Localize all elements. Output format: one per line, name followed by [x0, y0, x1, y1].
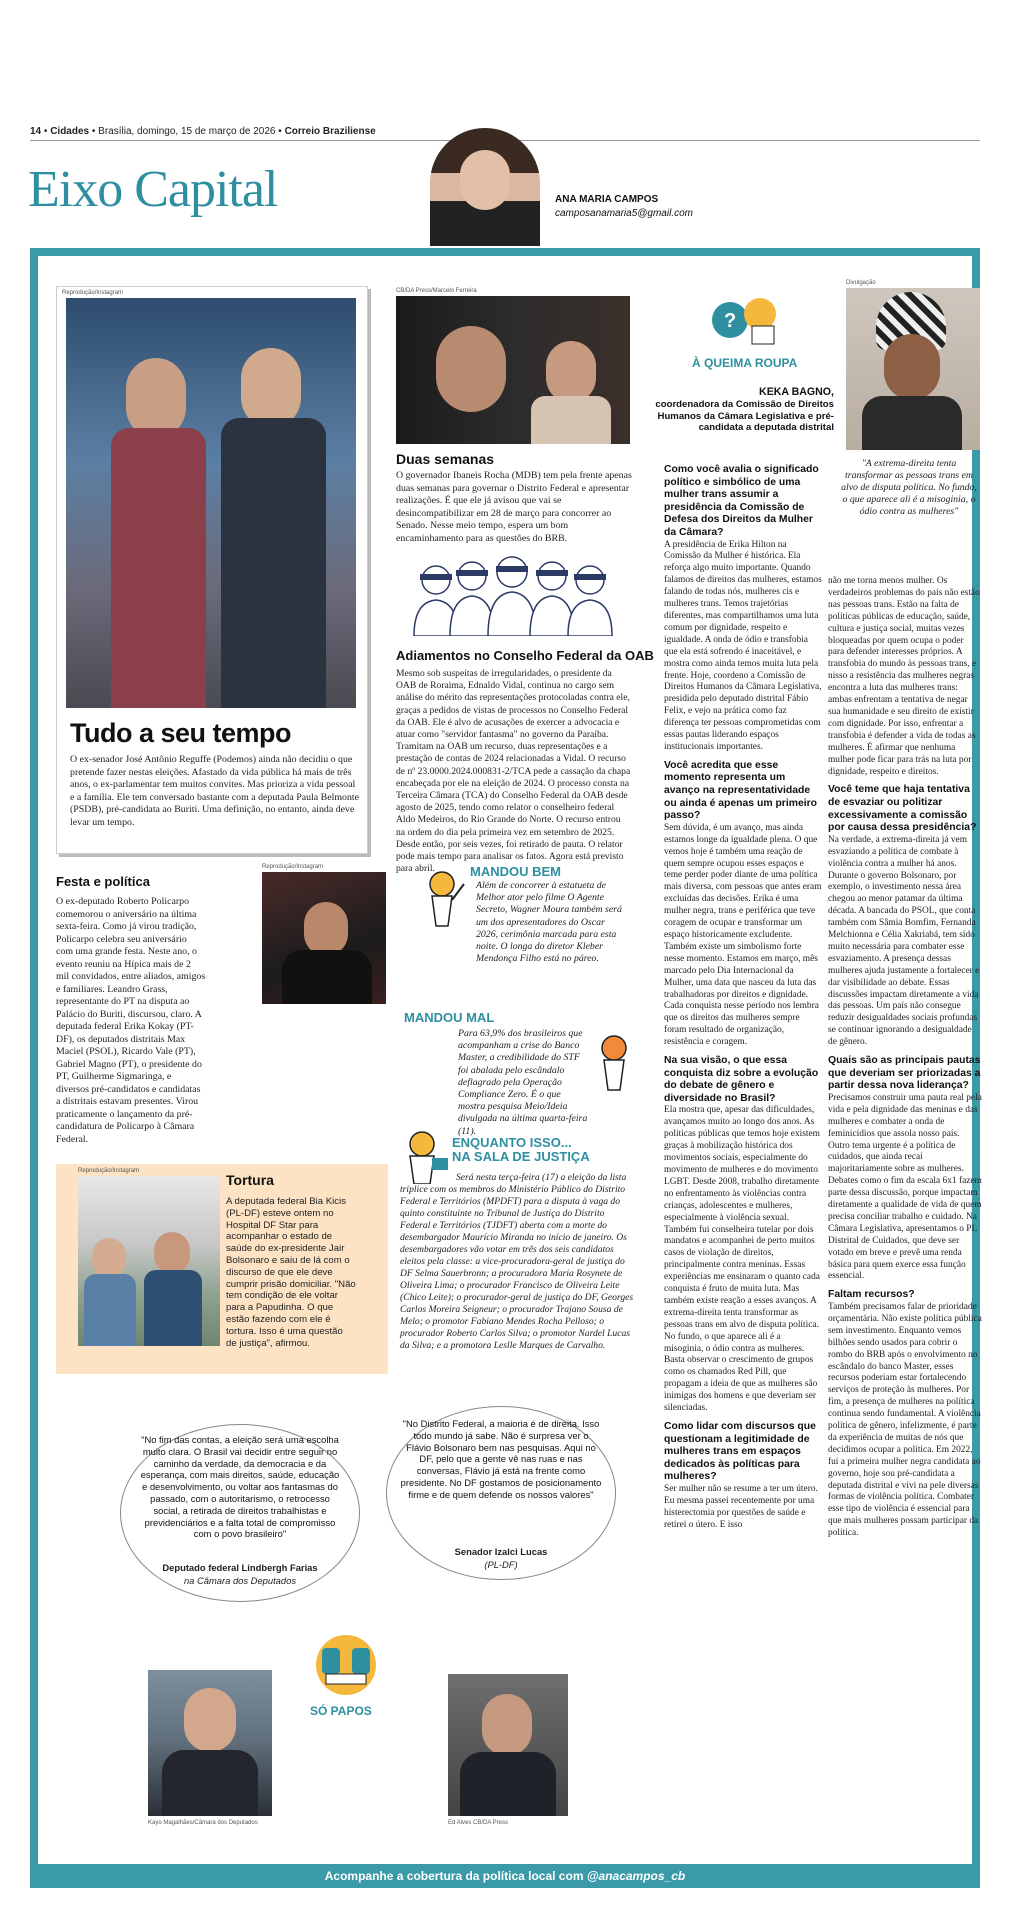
tortura-body: A deputada federal Bia Kicis (PL-DF) esteve ontem no Hospital DF Star para acompanhar o estado de saúde do ex-presidente Jair Bolsonaro e saiu de lá com o discurso de que ele deve cumprir prisão domiciliar. "Não tem condição de ele voltar para a Papudinha. O que estão fazendo com ele é tortura. Isso é uma questão de justiça", afirmou. — [226, 1196, 356, 1349]
photo-credit: Divulgação — [846, 280, 876, 286]
page-number: 14 — [30, 126, 42, 137]
tudo-title: Tudo a seu tempo — [70, 718, 292, 748]
mandou-mal-label: MANDOU MAL — [404, 1010, 495, 1025]
photo-credit: Kayo Magalhães/Câmara dos Deputados — [148, 1820, 258, 1826]
interview-col-1 — [664, 464, 822, 1532]
page-header: 14 • Cidades • Brasília, domingo, 15 de março de 2026 • Correio Braziliense — [30, 126, 376, 137]
oab-illustration — [410, 554, 616, 636]
adiamentos-body: Mesmo sob suspeitas de irregularidades, o presidente da OAB de Roraima, Ednaldo Vidal, continua no cargo sem análise do mérito das representações protocoladas contra ele, graças a pedidos de vistas de processos no Conselho Federal da OAB. Ele é alvo de acusações de exercer a advocacia e atuar como "servidor fantasma" no governo da Paraíba. Tramitam na OAB um recurso, duas representações e a prestação de contas de 2024 relacionadas a Vidal. O recurso de nº 23.0000.2024.000831-2/TCA pede a cassação da chapa encabeçada por ele na eleição de 2024. O processo consta na Terceira Câmara (TCA) do Conselho Federal da OAB desde agosto de 2025, tendo como relator o conselheiro federal Aldo Medeiros, do Rio Grande do Norte. O recurso entrou na ordem do dia pela primeira vez em setembro de 2025. Desde então, por seis vezes, foi retirado de pauta. O relator pode mais tempo para analisar os fatos. Agora está previsto para abril. — [396, 668, 631, 875]
so-papos-left-author-sub: na Câmara dos Deputados — [183, 1575, 297, 1586]
thumbs-down-icon — [594, 1034, 636, 1092]
duas-body: O governador Ibaneis Rocha (MDB) tem pela frente apenas duas semanas para governar o Distrito Federal e apresentar realizações. É que ele já avisou que vai se desincompatibilizar em 28 de março para concorrer ao Senado. Nesse meio tempo, espera um bom encaminhamento para as questões do BRB. — [396, 470, 632, 544]
answer: Precisamos construir uma pauta real pela vida e pela dignidade das meninas e das mulheres e combater a onda de feminicídios que assola nosso país. Outro tema urgente é a política de cuidados, que ainda recai majoritariamente sobre as mulheres. Debates como o fim da escala 6x1 fazem parte dessa discussão, porque impactam diretamente a qualidade de vida de quem precisa conciliar trabalho e cuidado. Na Câmara Legislativa, apresentamos o PL Distrital de Cuidados, que deve ser votado em breve e prevê uma renda básica para quem exerce essa função essencial. — [828, 1092, 982, 1282]
footer-text: Acompanhe a cobertura da política local com — [324, 1869, 587, 1883]
question: Você acredita que esse momento representa um avanço na representatividade ou ainda é apenas um primeiro passo? — [664, 759, 818, 822]
so-papos-left-quote: "No fim das contas, a eleição será uma escolha muito clara. O Brasil vai decidir entre seguir no caminho da verdade, da democracia e da esperança, com mais direitos, saúde, educação e desenvolvimento, ou voltar aos fantasmas do passado, com o autoritarismo, o retrocesso social, a retirada de direitos trabalhistas e previdenciários e a falta total de compromisso com o povo brasileiro" — [140, 1434, 340, 1540]
columnist-name: ANA MARIA CAMPOS — [555, 194, 659, 205]
duas-title: Duas semanas — [396, 451, 495, 467]
lindbergh-photo — [148, 1670, 272, 1816]
photo-credit: Reprodução/Instagram — [262, 864, 324, 870]
footer-bar — [30, 1864, 980, 1888]
thumbs-up-icon — [418, 870, 468, 928]
answer: Sem dúvida, é um avanço, mas ainda estamos longe da igualdade plena. O que vemos hoje é também uma reação de quem sempre ocupou esses espaços e teme perder poder diante de uma política mais diversa, com pessoas que antes eram excluídas das decisões. Erika é uma mulher negra, trans e periférica que teve coragem de ocupar e transformar um espaço historicamente excludente. Também existe um simbolismo forte nesse momento. Estamos em março, mês marcado pelo Dia Internacional da Mulher, uma data que nasceu da luta das trabalhadoras por direitos e dignidade. Cada conquista nesse período nos lembra que os direitos das mulheres sempre foram resultado de organização, resistência e coragem. — [664, 822, 822, 1048]
enquanto-isso-label — [452, 1136, 590, 1164]
answer: não me torna menos mulher. Os verdadeiros problemas do país não estão nas pessoas trans. Estão na falta de políticas públicas de educação, saúde, cultura e justiça social, muitas vezes bloqueadas por quem ocupa o poder para defender interesses próprios. A transfobia do mundo às pessoas trans, e nisso a resistência das mulheres negras encontra a luta das mulheres trans: ambas enfrentam a tentativa de negar sua humanidade e seu direito de existir com dignidade. Por isso, enfrentar a transfobia é defender a vida de todas as mulheres. É afirmar que nenhuma mulher pode ficar para trás na luta por dignidade, respeito e direitos. — [828, 576, 980, 777]
answer: A presidência de Erika Hilton na Comissão da Mulher é histórica. Ela reforça algo muito importante. Quando falamos de direitos das mulheres, estamos falando de todas nós, mulheres cis e mulheres trans. Temos trajetórias diferentes, mas compartilhamos uma luta comum por dignidade, respeito e igualdade. A onda de ódio e transfobia que ela está sofrendo é inaceitável, e mostra como ainda temos muita luta pela frente. Hoje, coordeno a Comissão de Direitos Humanos da Câmara Legislativa, presidida pelo deputado distrital Fábio Felix, e vejo na prática como faz diferença ter pessoas comprometidas com essas pautas liderando espaços institucionais importantes. — [664, 539, 822, 752]
adiamentos-title: Adiamentos no Conselho Federal da OAB — [396, 648, 654, 663]
question: Faltam recursos? — [828, 1289, 915, 1301]
answer: Ser mulher não se resume a ter um útero. Eu mesma passei recentemente por uma histerectomia por questões de saúde e retirei o útero. E isso — [664, 1483, 818, 1530]
so-papos-right-author: Senador Izalci Lucas — [454, 1546, 548, 1557]
footer-handle[interactable]: @anacampos_cb — [586, 1869, 686, 1883]
ibaneis-photo — [396, 296, 630, 444]
mandou-bem-text: Além de concorrer à estatueta de Melhor ator pelo filme O Agente Secreto, Wagner Moura também será um dos apresentadores do Oscar 2026, cerimônia marcada para esta noite. O longa do diretor Kleber Mendonça Filho está no páreo. — [476, 880, 622, 965]
so-papos-right-author-sub: (PL-DF) — [484, 1559, 518, 1570]
so-papos-right-quote: "No Distrito Federal, a maioria é de direita. Isso todo mundo já sabe. Não é surpresa ver o Flávio Bolsonaro bem nas pesquisas. Aqui no DF, pelo que a gente vê nas ruas e nas conversas, Flávio já está na frente como presidente. No DF gostamos de posicionamento firme e de quem defende os nossos valores" — [400, 1418, 602, 1500]
svg-text:?: ? — [724, 310, 737, 332]
photo-credit: Ed Alves CB/DA Press — [448, 1820, 509, 1826]
columnist-photo — [430, 128, 540, 246]
columnist-email[interactable]: camposanamaria5@gmail.com — [555, 208, 693, 219]
tortura-title: Tortura — [226, 1172, 274, 1188]
answer: Ela mostra que, apesar das dificuldades, avançamos muito ao longo dos anos. As políticas públicas que temos hoje existem graças à mobilização histórica dos movimentos sociais, especialmente do movimento de mulheres e do movimento LGBT. Desde 2008, trabalho diretamente no enfrentamento às violências contra crianças, adolescentes e mulheres, especialmente à violência sexual. Também fui conselheira tutelar por dois mandatos e acompanhei de perto muitos casos de violação de direitos, principalmente contra meninas. Essas experiências me ensinaram o quanto cada conquista é fruto de muita luta. Mas também existe reação a esses avanços. A extrema-direita tenta transformar as pessoas trans em alvo de disputa política. No fundo, o que aparece ali é a misoginia, o ódio contra as mulheres. Basta observar o crescimento de grupos como os chamados Red Pill, que propagam a ideia de que as mulheres são inimigas dos homens e que deveriam ser silenciadas. — [664, 1105, 820, 1414]
reguffe-photo — [66, 298, 356, 708]
newspaper-name: Correio Braziliense — [284, 126, 376, 137]
bia-kicis-photo — [78, 1176, 220, 1346]
question: Quais são as principais pautas que deveriam ser priorizadas a partir dessa nova liderança? — [828, 1055, 981, 1092]
enquanto-isso-label-2: NA SALA DE JUSTIÇA — [452, 1149, 590, 1164]
queima-roupa-icon — [710, 292, 780, 348]
question: Você teme que haja tentativa de esvaziar ou politizar excessivamente a comissão por causa dessa presidência? — [828, 784, 977, 834]
so-papos-left-author: Deputado federal Lindbergh Farias — [162, 1562, 318, 1573]
column-title: Eixo Capital — [28, 161, 278, 218]
question: Como lidar com discursos que questionam a legitimidade de mulheres trans em espaços dedicados às políticas para mulheres? — [664, 1421, 816, 1483]
question: Na sua visão, o que essa conquista diz sobre a evolução do debate de gênero e diversidade no Brasil? — [664, 1055, 819, 1104]
mandou-mal-text: Para 63,9% dos brasileiros que acompanham a crise do Banco Master, a credibilidade do STF foi abalada pelo escândalo deflagrado pela Operação Compliance Zero. É o que mostra pesquisa Meio/Ideia divulgada na última quarta-feira (11). — [458, 1028, 588, 1137]
interview-col-2 — [828, 576, 982, 1540]
policarpo-photo — [262, 872, 386, 1004]
answer: Também precisamos falar de prioridade orçamentária. Não existe política pública sem investimento. Enquanto vemos bilhões sendo usados para cobrir o rombo do BRB após o envolvimento no escândalo do banco Master, esses recursos poderiam estar fortalecendo serviços de proteção às mulheres. Por fim, a presença de mulheres na política continua sendo fundamental. A violência política de gênero, infelizmente, é parte da experiência de muitas de nós que decidimos ocupar a política. Em 2022, fui a primeira mulher negra candidata ao governo, hoje sou pré-candidata a deputada distrital e vivi na pele diversas formas de violência política. Combater esse tipo de violência é essencial para que mais mulheres possam participar da política. — [828, 1301, 982, 1539]
answer: Na verdade, a extrema-direita já vem esvaziando a política de combate à violência contra a mulher há anos. Durante o governo Bolsonaro, por exemplo, o investimento nessa área chegou ao menor patamar da última década. A bancada do PSOL, que conta também com Sâmia Bomfim, Fernanda Melchionna e Célia Xakriabá, tem sido muito necessária para combater esse esvaziamento. A presença dessas mulheres ajuda justamente a fortalecer e dar visibilidade ao debate. Essas discussões impactam diretamente a vida das pessoas. Um país não consegue reduzir desigualdades sociais profundas se continuar ignorando a desigualdade de gênero. — [828, 834, 980, 1048]
so-papos-icon — [306, 1634, 386, 1696]
so-papos-label: SÓ PAPOS — [310, 1704, 372, 1718]
izalci-photo — [448, 1674, 568, 1816]
enquanto-isso-text: Será nesta terça-feira (17) a eleição da lista tríplice com os membros do Ministério Público do Distrito Federal e Territórios (MPDFT) para a disputa à vaga do quinto constituinte no Tribunal de Justiça do Distrito Federal e Territórios (TJDFT) aberta com a morte do desembargador Maurício Miranda no início de janeiro. Os desembargadores vão votar em três dos seis candidatos eleitos pela classe: a vice-procuradora-geral de justiça do DF Selma Sauerbronn; a procuradora Maria Rosynete de Oliveira Lima; o procurador Francisco de Oliveira Leite (Chico Leite); o procurador-geral de justiça do DF, Georges Carlos Moreira Seigneur; o procurador Trajano Sousa de Melo; o promotor Fabiano Mendes Rocha Pelloso; o procurador Roberto Carlos Silva; o promotor Nardel Lucas da Silva; e a promotora Leslle Marques de Carvalho. — [400, 1172, 634, 1351]
keka-bagno-photo — [846, 288, 980, 450]
enquanto-isso-label-1: ENQUANTO ISSO... — [452, 1135, 572, 1150]
dateline: Brasília, domingo, 15 de março de 2026 — [98, 126, 276, 137]
interviewee-role: coordenadora da Comissão de Direitos Humanos da Câmara Legislativa e pré-candidata a deputada distrital — [655, 399, 834, 434]
mandou-bem-label: MANDOU BEM — [470, 864, 561, 879]
photo-credit: CB/DA Press/Marcelo Ferreira — [396, 288, 477, 294]
festa-body: O ex-deputado Roberto Policarpo comemorou o aniversário na última sexta-feira. Como já virou tradição, Policarpo celebra seu aniversário com uma grande festa. Neste ano, o evento reuniu na Hípica mais de 2 mil convidados, entre aliados, amigos e familiares. Leandro Grass, representante do PT na disputa ao Palácio do Buriti, discursou, claro. A deputada federal Erika Kokay (PT-DF), os deputados distritais Max Maciel (PSOL), Ricardo Vale (PT), Gabriel Magno (PT), o presidente do PT, Guilherme Sigmaringa, e diversos pré-candidatos e candidatas a distritais estavam presentes. Virou praticamente o lançamento da pré-candidatura de Policarpo à Câmara Federal. — [56, 896, 206, 1145]
interviewee-name: KEKA BAGNO, — [759, 386, 834, 398]
tudo-body: O ex-senador José Antônio Reguffe (Podemos) ainda não decidiu o que pretende fazer nestas eleições. Afastado da vida pública há mais de três anos, o ex-parlamentar tem muitos convites. Mas prioriza a vida pessoal e a família. Ele tem conversado bastante com a deputada Paula Belmonte (PSDB), pré-candidata ao Buriti. Uma definição, no entanto, ainda deve levar um tempo. — [70, 754, 360, 828]
festa-title: Festa e política — [56, 874, 150, 889]
question: Como você avalia o significado político e simbólico de uma mulher trans assumir a presidência da Comissão de Defesa dos Direitos da Mulher da Câmara? — [664, 464, 819, 538]
photo-credit: Reprodução/Instagram — [62, 290, 124, 296]
queima-roupa-label: À QUEIMA ROUPA — [692, 356, 798, 370]
photo-credit: Reprodução/Instagram — [78, 1168, 140, 1174]
section-name: Cidades — [50, 126, 90, 137]
interview-pull-quote: "A extrema-direita tenta transformar as pessoas trans em alvo de disputa política. No fundo, o que aparece ali é a misoginia, o ódio contra as mulheres" — [841, 458, 977, 517]
